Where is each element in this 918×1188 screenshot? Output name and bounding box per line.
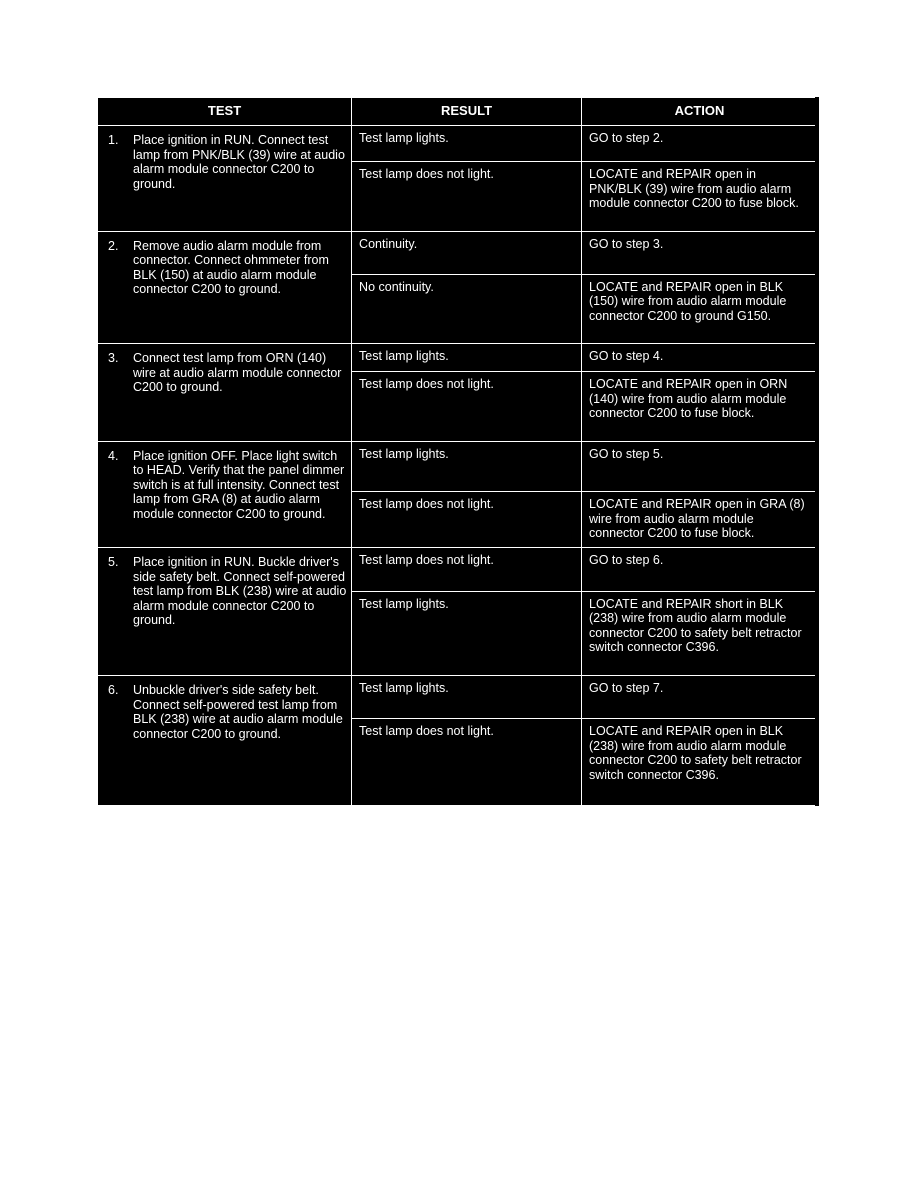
test-text: Remove audio alarm module from connector. Connect ohmmeter from BLK (150) at audio alarm module connector C200 to ground. — [133, 238, 329, 297]
header-row — [98, 98, 818, 126]
action-text: GO to step 7. — [589, 681, 664, 696]
step-number: 5. — [108, 555, 119, 570]
table-row — [98, 441, 818, 491]
result-header: RESULT — [352, 98, 582, 126]
action-text: GO to step 4. — [589, 349, 664, 364]
result-cell — [352, 591, 582, 675]
result-cell — [352, 441, 582, 491]
result-text: Test lamp does not light. — [359, 377, 494, 392]
table-row — [98, 344, 818, 372]
result-cell — [352, 548, 582, 591]
result-text: Test lamp lights. — [359, 131, 449, 145]
action-cell — [582, 126, 818, 162]
result-cell — [352, 676, 582, 719]
test-text: Connect test lamp from ORN (140) wire at audio alarm module connector C200 to ground. — [133, 351, 342, 395]
step-number: 4. — [108, 448, 119, 463]
table-row — [98, 676, 818, 719]
action-text: LOCATE and REPAIR open in PNK/BLK (39) wire from audio alarm module connector C200 to fuse block. — [589, 167, 799, 211]
action-cell — [582, 719, 818, 806]
test-cell — [98, 344, 352, 442]
test-cell — [98, 231, 352, 344]
step-number: 6. — [108, 683, 119, 698]
action-text: GO to step 5. — [589, 446, 664, 461]
step-number: 1. — [108, 133, 119, 147]
result-text: No continuity. — [359, 279, 434, 294]
result-text: Test lamp lights. — [359, 681, 449, 696]
action-cell — [582, 372, 818, 441]
result-cell — [352, 274, 582, 343]
action-cell — [582, 492, 818, 548]
action-text: GO to step 6. — [589, 553, 664, 568]
step-number: 2. — [108, 238, 119, 253]
action-cell — [582, 231, 818, 274]
result-cell — [352, 126, 582, 162]
result-cell — [352, 231, 582, 274]
action-text: GO to step 2. — [589, 131, 664, 145]
test-text: Place ignition in RUN. Connect test lamp from PNK/BLK (39) wire at audio alarm module connector C200 to ground. — [133, 133, 345, 191]
action-text: GO to step 3. — [589, 236, 664, 251]
action-cell — [582, 591, 818, 675]
table-edge-bar — [815, 97, 819, 806]
action-text: LOCATE and REPAIR open in BLK (238) wire from audio alarm module connector C200 to safety belt retractor switch connector C396. — [589, 724, 802, 782]
result-cell — [352, 372, 582, 441]
test-text: Place ignition OFF. Place light switch to HEAD. Verify that the panel dimmer switch is at full intensity. Connect test lamp from GRA (8) at audio alarm module connector C200 to ground. — [133, 448, 345, 521]
action-cell — [582, 548, 818, 591]
table-row — [98, 548, 818, 591]
action-text: LOCATE and REPAIR short in BLK (238) wire from audio alarm module connector C200 to safety belt retractor switch connector C396. — [589, 596, 802, 655]
action-text: LOCATE and REPAIR open in BLK (150) wire from audio alarm module connector C200 to ground G150. — [589, 279, 787, 323]
test-text: Unbuckle driver's side safety belt. Connect self-powered test lamp from BLK (238) wire at audio alarm module connector C200 to ground. — [133, 683, 343, 741]
test-cell — [98, 548, 352, 676]
test-text: Place ignition in RUN. Buckle driver's side safety belt. Connect self-powered test lamp from BLK (238) wire at audio alarm module connector C200 to ground. — [133, 555, 347, 628]
action-cell — [582, 162, 818, 231]
result-cell — [352, 344, 582, 372]
step-number: 3. — [108, 351, 119, 366]
result-cell — [352, 162, 582, 231]
test-cell — [98, 441, 352, 548]
table-row — [98, 126, 818, 162]
action-text: LOCATE and REPAIR open in GRA (8) wire from audio alarm module connector C200 to fuse block. — [589, 497, 805, 541]
action-cell — [582, 441, 818, 491]
table-row — [98, 231, 818, 274]
test-cell — [98, 676, 352, 806]
result-text: Test lamp does not light. — [359, 167, 494, 182]
result-text: Test lamp does not light. — [359, 497, 494, 512]
result-text: Test lamp does not light. — [359, 553, 494, 568]
test-header: TEST — [98, 98, 352, 126]
action-text: LOCATE and REPAIR open in ORN (140) wire from audio alarm module connector C200 to fuse block. — [589, 377, 788, 421]
result-cell — [352, 492, 582, 548]
result-text: Test lamp lights. — [359, 349, 449, 364]
action-cell — [582, 676, 818, 719]
result-text: Test lamp does not light. — [359, 724, 494, 739]
action-header: ACTION — [582, 98, 818, 126]
diagnostic-table — [97, 97, 818, 806]
result-text: Test lamp lights. — [359, 596, 449, 611]
result-cell — [352, 719, 582, 806]
action-cell — [582, 274, 818, 343]
result-text: Continuity. — [359, 236, 418, 251]
result-text: Test lamp lights. — [359, 446, 449, 461]
test-cell — [98, 126, 352, 232]
action-cell — [582, 344, 818, 372]
